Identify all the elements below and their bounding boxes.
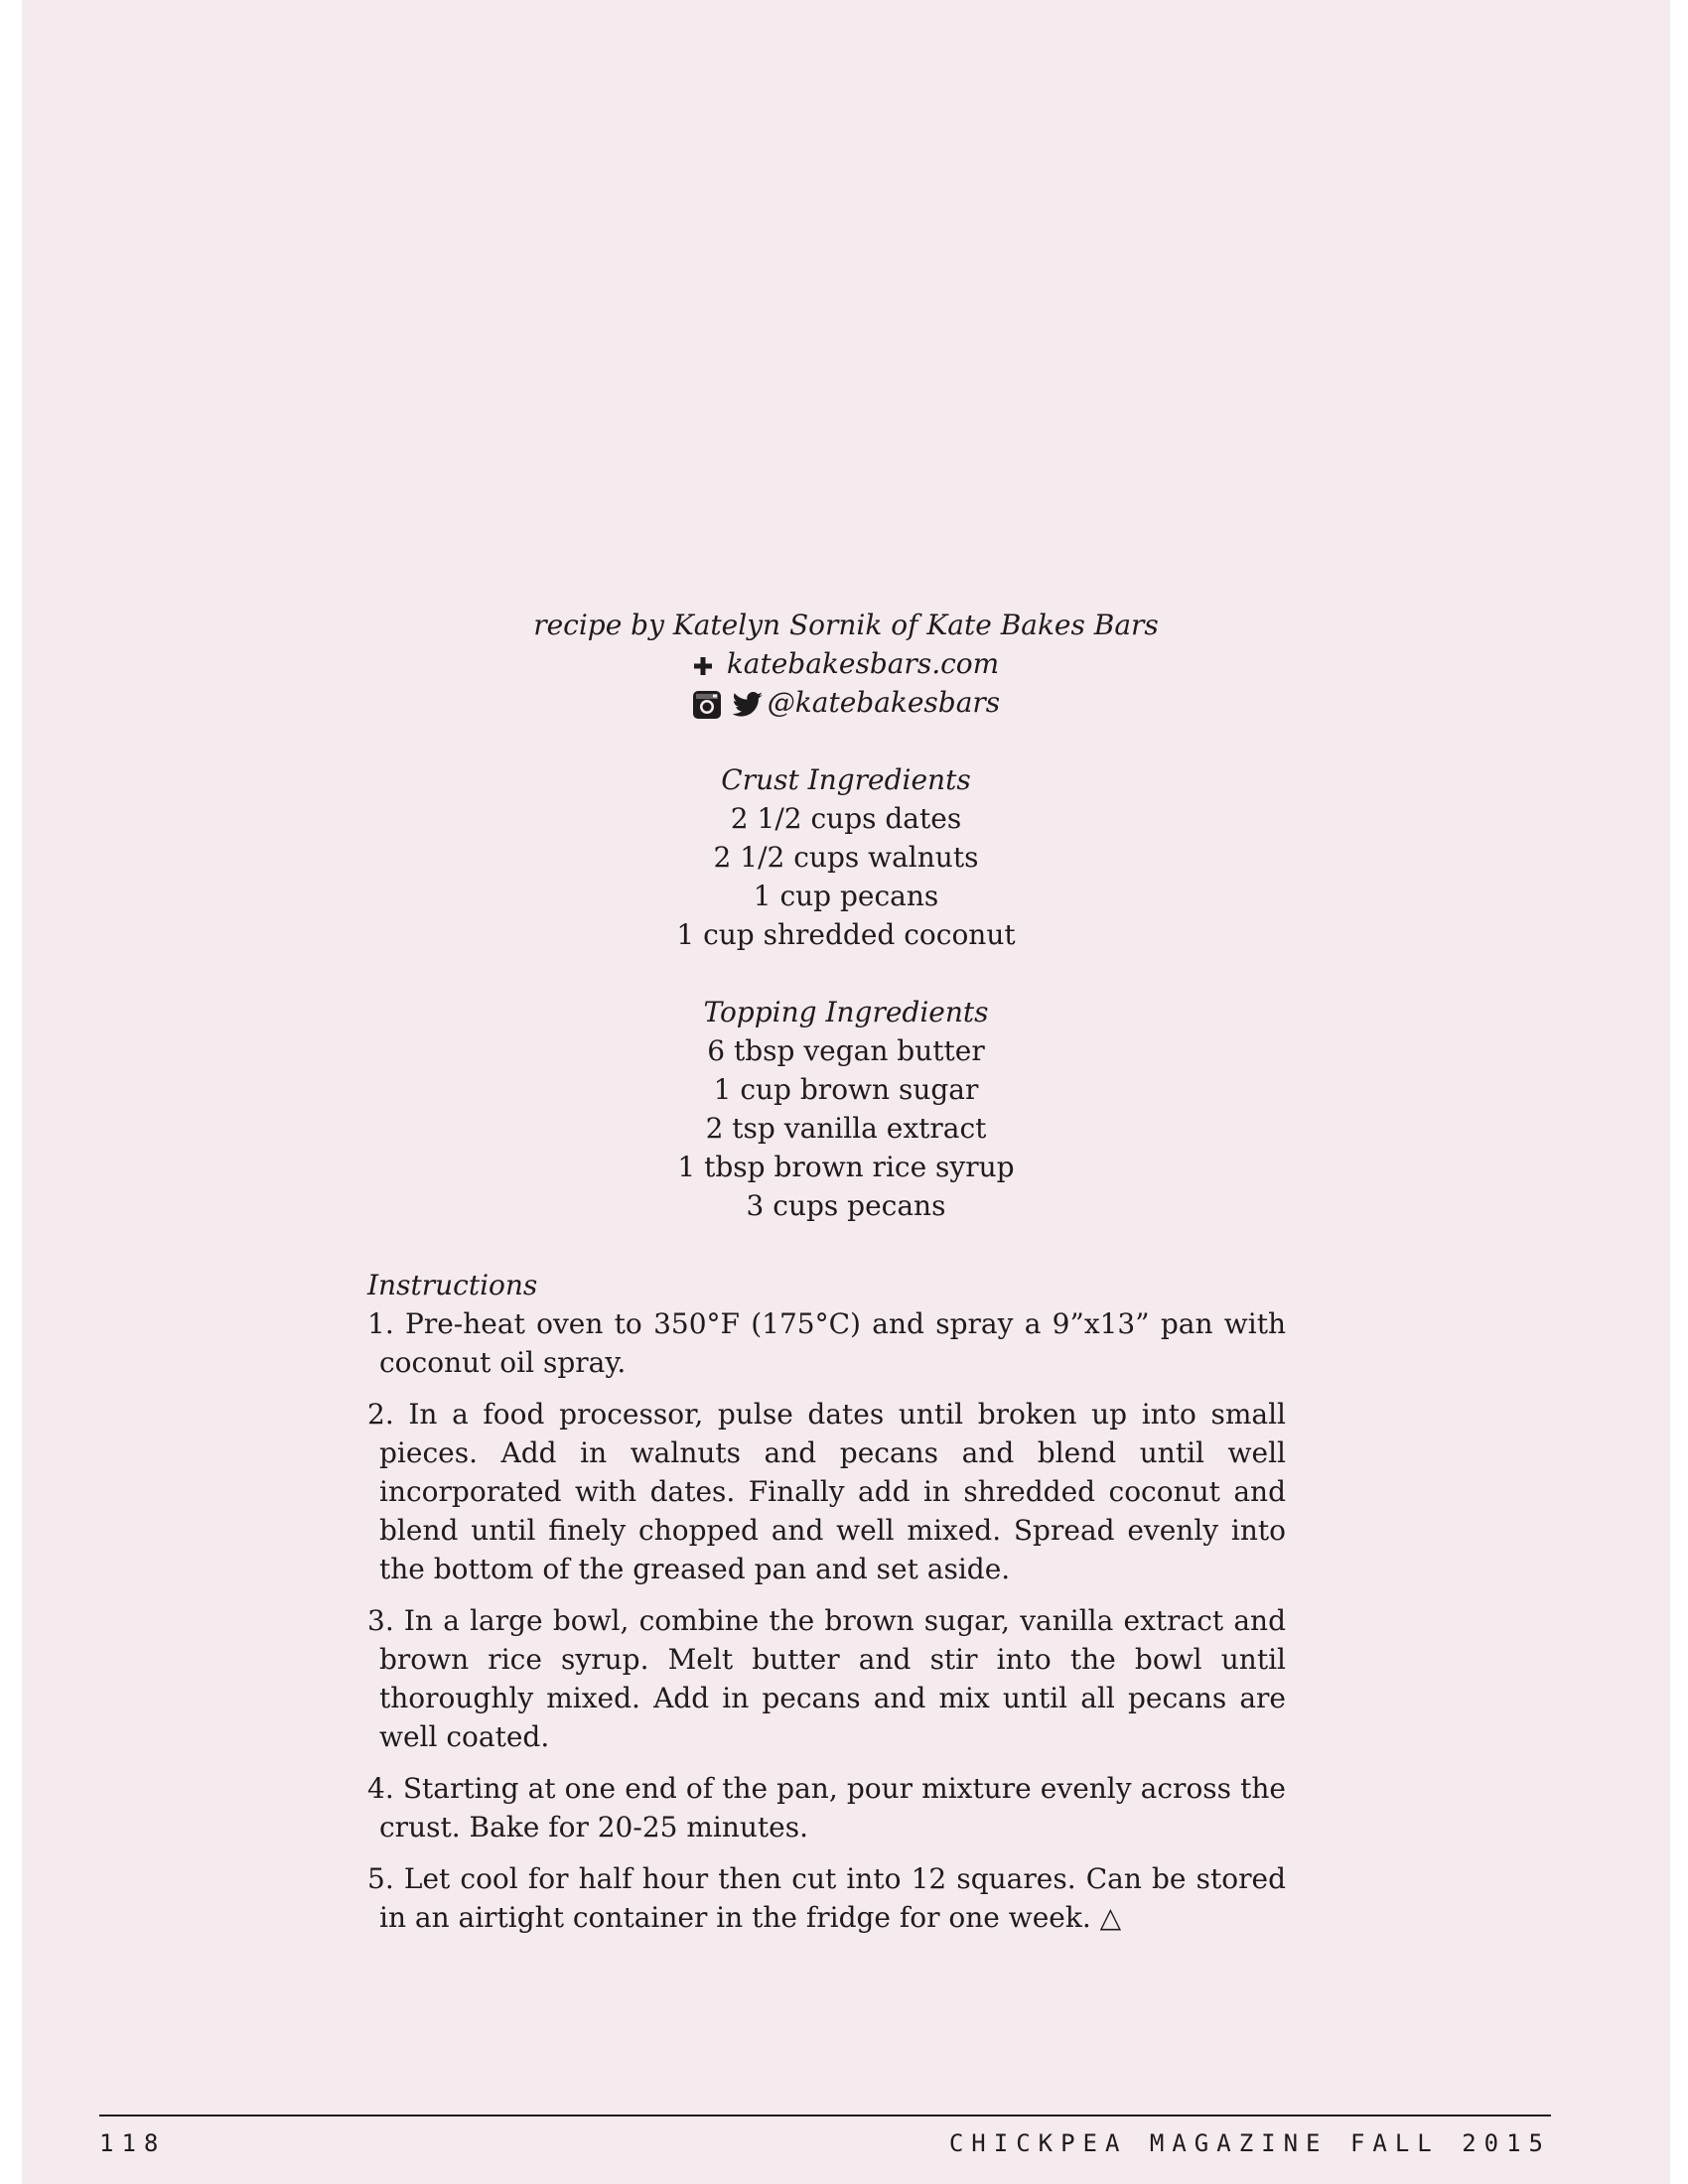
topping-ingredient: 6 tbsp vegan butter xyxy=(707,1034,985,1067)
crust-ingredient: 1 cup shredded coconut xyxy=(676,918,1016,951)
instagram-icon[interactable] xyxy=(692,690,722,720)
publication-title: CHICKPEA MAGAZINE FALL 2015 xyxy=(948,2129,1551,2157)
topping-heading: Topping Ingredients xyxy=(703,996,989,1028)
instruction-step: 5. Let cool for half hour then cut into 12 squares. Can be stored in an airtight container in the fridge for one week. △ xyxy=(367,1862,1286,1934)
topping-ingredient: 3 cups pecans xyxy=(746,1189,946,1222)
social-handle[interactable]: @katebakesbars xyxy=(767,686,1001,719)
footer-divider xyxy=(99,2115,1551,2116)
topping-ingredient: 1 cup brown sugar xyxy=(713,1073,979,1106)
instructions-section xyxy=(367,1266,1286,1950)
magazine-page xyxy=(22,0,1670,2184)
instructions-heading: Instructions xyxy=(367,1269,538,1301)
social-line xyxy=(22,683,1670,722)
crust-heading: Crust Ingredients xyxy=(721,763,971,796)
instruction-step: 3. In a large bowl, combine the brown sugar, vanilla extract and brown rice syrup. Melt butter and stir into the bowl until thoroughly mixed. Add in pecans and mix until all pecans are well coated. xyxy=(367,1604,1286,1753)
recipe-byline: recipe by Katelyn Sornik of Kate Bakes Bars xyxy=(533,609,1159,641)
crust-ingredient: 2 1/2 cups dates xyxy=(730,802,962,835)
instruction-step: 2. In a food processor, pulse dates until broken up into small pieces. Add in walnuts and pecans and blend until well incorporated with dates. Finally add in shredded coconut and blend until finely chopped and well mixed. Spread evenly into the bottom of the greased pan and set aside. xyxy=(367,1398,1286,1585)
crust-ingredient: 1 cup pecans xyxy=(753,880,939,912)
instruction-step: 1. Pre-heat oven to 350°F (175°C) and spray a 9”x13” pan with coconut oil spray. xyxy=(367,1307,1286,1379)
twitter-icon[interactable] xyxy=(732,692,764,718)
credits-block xyxy=(22,606,1670,1225)
page-number: 118 xyxy=(99,2129,167,2157)
plus-icon xyxy=(693,656,713,676)
website-link[interactable]: katebakesbars.com xyxy=(726,647,1000,680)
instruction-step: 4. Starting at one end of the pan, pour mixture evenly across the crust. Bake for 20-25 minutes. xyxy=(367,1772,1286,1843)
topping-ingredient: 2 tsp vanilla extract xyxy=(705,1112,987,1145)
crust-ingredient: 2 1/2 cups walnuts xyxy=(713,841,979,874)
topping-ingredient: 1 tbsp brown rice syrup xyxy=(677,1151,1015,1183)
website-line xyxy=(22,644,1670,683)
